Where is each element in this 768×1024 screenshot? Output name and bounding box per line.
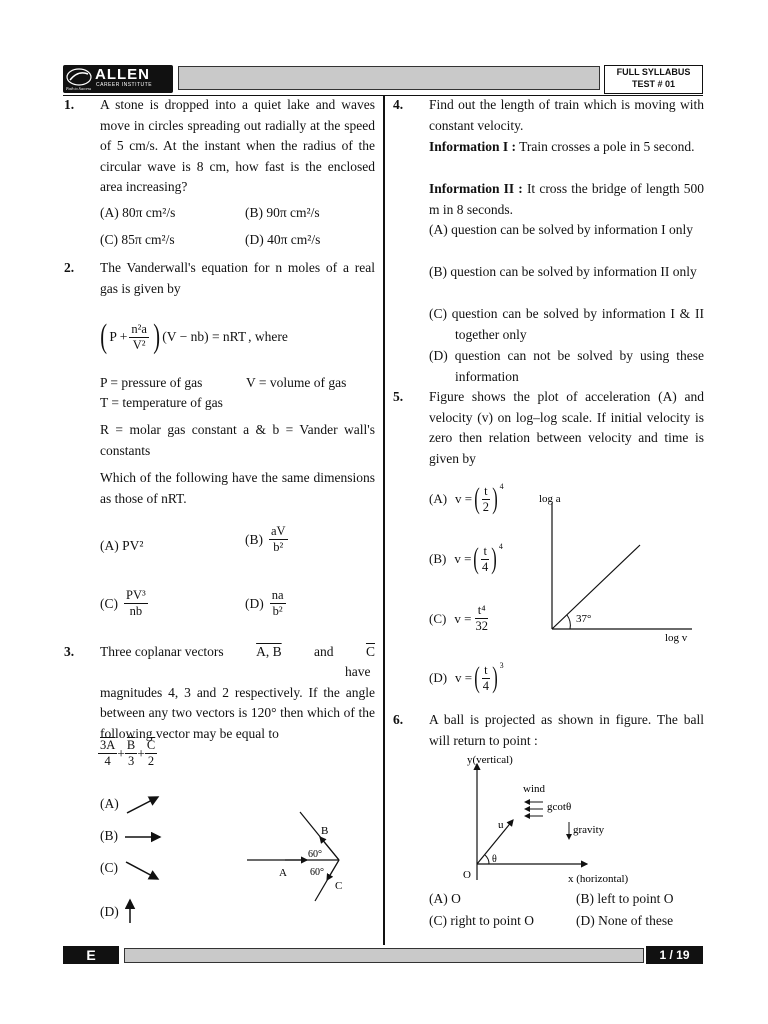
q3-fig-label-b: B — [321, 825, 329, 837]
q2-equation: ( P + $\frac{\text{n²a}}{\text{V²}}$ ) (V − nb) = nRT , where — [100, 318, 288, 355]
q5-option-d[interactable]: (D) v = ( $\frac{t}{4}$ ) $^3$ — [429, 661, 504, 694]
logo-text: ALLEN — [95, 66, 150, 83]
q5-d-pow: 3 — [499, 661, 504, 670]
q4-option-c[interactable]: (C) question can be solved by information I & II together only — [429, 306, 704, 342]
q2-c-num: PV³ — [126, 588, 146, 602]
q6-origin-label: O — [463, 869, 471, 881]
column-divider — [383, 95, 385, 945]
q3-fig-angle-2: 60° — [310, 867, 324, 878]
q2-option-c[interactable] — [100, 588, 148, 619]
q6-gravity-label: gravity — [573, 824, 605, 836]
q3-vector-c: $\overline{C}$ — [365, 644, 375, 659]
q3-text-b: have magnitudes 4, 3 and 2 respectively. If the angle between any two vectors is 120° then which of the following vector may be equal to — [100, 664, 375, 741]
q3-option-b[interactable]: (B) — [100, 828, 118, 843]
q6-theta-arc — [485, 855, 489, 864]
q5-option-d-label: (D) — [429, 670, 448, 685]
q5-graph-line — [552, 545, 640, 629]
q3-expr-d3: 2 — [147, 754, 155, 768]
q5-b-num: t — [483, 543, 487, 558]
q2-b-num: aV — [271, 524, 286, 538]
q2-def-r: R = molar gas constant a & b = Vander wall's constants — [100, 422, 375, 458]
q2-number: 2. — [64, 260, 75, 275]
q5-d-num: t — [484, 662, 488, 677]
q3-plus-2: + — [137, 745, 145, 761]
test-title-box — [604, 65, 703, 94]
q3-expression — [98, 738, 157, 769]
q4-option-d[interactable]: (D) question can not be solved by using these information — [429, 348, 704, 384]
q5-text: Figure shows the plot of acceleration (A) and velocity (v) on log–log scale. If initial velocity is zero then relation between velocity and time is given by — [429, 389, 704, 466]
q2-option-d[interactable] — [245, 588, 286, 619]
footer-bar — [124, 948, 644, 963]
q2-option-c-label: (C) — [100, 595, 118, 611]
q5-option-a-label: (A) — [429, 491, 448, 506]
q3-expr-d1: 4 — [104, 754, 111, 768]
q3-fig-angle-1: 60° — [308, 849, 322, 860]
q6-projectile-figure — [455, 752, 645, 887]
logo-subtext: CAREER INSTITUTE — [96, 82, 153, 88]
q6-option-c[interactable]: (C) right to point O — [429, 913, 534, 928]
q3-expr-n3: $\overline{C}$ — [146, 738, 156, 752]
q3-expr-d2: 3 — [127, 754, 135, 768]
q6-wind-label: wind — [523, 783, 545, 795]
q6-theta-label: θ — [492, 854, 497, 865]
q2-c-den: nb — [129, 604, 143, 618]
q2-eq-p: P + — [109, 329, 128, 344]
q3-text-and: and — [314, 644, 334, 659]
q6-text: A ball is projected as shown in figure. The ball will return to point : — [429, 712, 704, 748]
q5-graph-angle-label: 37° — [576, 613, 592, 625]
q6-option-b[interactable]: (B) left to point O — [576, 891, 674, 906]
q3-option-c[interactable]: (C) — [100, 860, 118, 875]
q3-plus-1: + — [117, 745, 125, 761]
q2-d-num: na — [271, 588, 284, 602]
q4-info1 — [429, 137, 704, 158]
q5-a-pow: 4 — [499, 482, 504, 491]
footer-page-number: 1 / 19 — [646, 946, 703, 964]
logo-tagline: Path to Success — [66, 86, 92, 91]
q4-option-b[interactable]: (B) question can be solved by information II only — [429, 264, 697, 279]
q5-a-num: t — [484, 483, 488, 498]
q5-d-v: v = — [455, 670, 473, 685]
q5-b-v: v = — [454, 551, 472, 566]
q5-graph-y-label: log a — [539, 493, 561, 505]
q3-fig-arrow-b-icon — [320, 837, 339, 860]
q3-vectors-ab: A, B — [256, 644, 282, 659]
q2-question: Which of the following have the same dimensions as those of nRT. — [100, 470, 375, 506]
allen-logo — [63, 65, 173, 93]
q2-eq-right: (V − nb) = nRT — [162, 329, 247, 344]
q2-text: The Vanderwall's equation for n moles of a real gas is given by — [100, 260, 375, 296]
q1-number: 1. — [64, 97, 75, 112]
q5-b-pow: 4 — [498, 542, 503, 551]
q5-option-c-label: (C) — [429, 610, 447, 626]
q4-number: 4. — [393, 97, 404, 112]
q3-line1 — [100, 642, 375, 662]
q5-a-v: v = — [455, 491, 473, 506]
q4-info2 — [429, 179, 704, 220]
q2-b-den: b² — [273, 540, 284, 554]
q4-info1-text: Train crosses a pole in 5 second. — [519, 139, 695, 154]
q3-expr-n1: 3A — [100, 738, 116, 752]
q5-c-den: 32 — [475, 619, 488, 633]
q6-number: 6. — [393, 712, 404, 727]
q1-option-c[interactable]: (C) 85π cm²/s — [100, 232, 175, 247]
footer-code: E — [63, 946, 119, 964]
q5-graph-x-label: log v — [665, 632, 688, 644]
q5-a-den: 2 — [482, 499, 489, 514]
q3-arrow-c-icon — [126, 862, 158, 879]
q4-option-a[interactable]: (A) question can be solved by information I only — [429, 222, 693, 237]
q6-gcot-label: gcotθ — [547, 801, 572, 813]
q5-option-c[interactable] — [429, 603, 488, 634]
test-number: TEST # 01 — [631, 79, 676, 89]
q3-fig-label-a: A — [279, 867, 287, 879]
q6-y-label: y(vertical) — [467, 754, 513, 766]
q1-option-d[interactable]: (D) 40π cm²/s — [245, 232, 321, 247]
q5-option-a[interactable]: (A) v = ( $\frac{t}{2}$ ) $^4$ — [429, 482, 504, 515]
q4-info1-label: Information I : — [429, 139, 516, 154]
q6-u-label: u — [498, 819, 504, 831]
q3-text-a: Three coplanar vectors — [100, 644, 224, 659]
q5-c-v: v = — [454, 610, 472, 626]
q2-eq-den: V² — [132, 337, 146, 352]
q2-option-d-label: (D) — [245, 595, 264, 611]
q5-b-den: 4 — [482, 559, 489, 574]
q6-option-d[interactable]: (D) None of these — [576, 913, 674, 928]
q5-c-num: t⁴ — [475, 603, 488, 619]
q5-d-den: 4 — [482, 678, 489, 693]
q3-option-d[interactable]: (D) — [100, 904, 119, 919]
q3-vector-figure — [245, 808, 365, 908]
header-bar — [178, 66, 600, 90]
q1-option-a[interactable]: (A) 80π cm²/s — [100, 205, 176, 220]
logo-emblem-icon — [66, 68, 92, 86]
q4-info2-label: Information II : — [429, 181, 523, 196]
q2-eq-where: , where — [248, 329, 288, 344]
q2-def-v: V = volume of gas — [246, 375, 347, 390]
q5-option-b[interactable]: (B) v = ( $\frac{t}{4}$ ) $^4$ — [429, 542, 503, 575]
q2-option-b[interactable] — [245, 524, 288, 555]
q4-info2-text: It cross the bridge of length 500 m in 8 seconds. — [429, 181, 704, 217]
q5-option-b-label: (B) — [429, 551, 447, 566]
q5-log-graph — [530, 488, 700, 648]
q2-def-t: T = temperature of gas — [100, 395, 223, 410]
q2-eq-num: n²a — [131, 321, 147, 336]
q2-d-den: b² — [272, 604, 283, 618]
q1-option-b[interactable]: (B) 90π cm²/s — [245, 205, 320, 220]
q5-graph-angle-arc — [567, 615, 570, 629]
q3-fig-label-c: C — [335, 880, 343, 892]
q3-number: 3. — [64, 644, 75, 659]
q2-def-p: P = pressure of gas — [100, 375, 203, 390]
q3-option-a[interactable]: (A) — [100, 796, 119, 811]
q6-x-label: x (horizontal) — [568, 873, 629, 885]
q3-arrow-a-icon — [127, 797, 158, 813]
q1-text: A stone is dropped into a quiet lake and waves move in circles spreading out radially at the speed of 5 cm/s. At the instant when the radius of the circular wave is 8 cm, how fast is the enclosed area increasing? — [100, 97, 375, 194]
q3-fig-arrow-c-icon — [327, 860, 339, 880]
q3-expr-n2: $\overline{B}$ — [126, 738, 136, 752]
q2-option-b-label: (B) — [245, 531, 263, 547]
q2-option-a[interactable]: (A) PV² — [100, 538, 144, 553]
q4-text: Find out the length of train which is moving with constant velocity. — [429, 97, 704, 133]
q3-option-arrows — [118, 790, 178, 930]
q6-option-a[interactable]: (A) O — [429, 891, 461, 906]
q5-number: 5. — [393, 389, 404, 404]
test-title: FULL SYLLABUS — [616, 67, 691, 77]
